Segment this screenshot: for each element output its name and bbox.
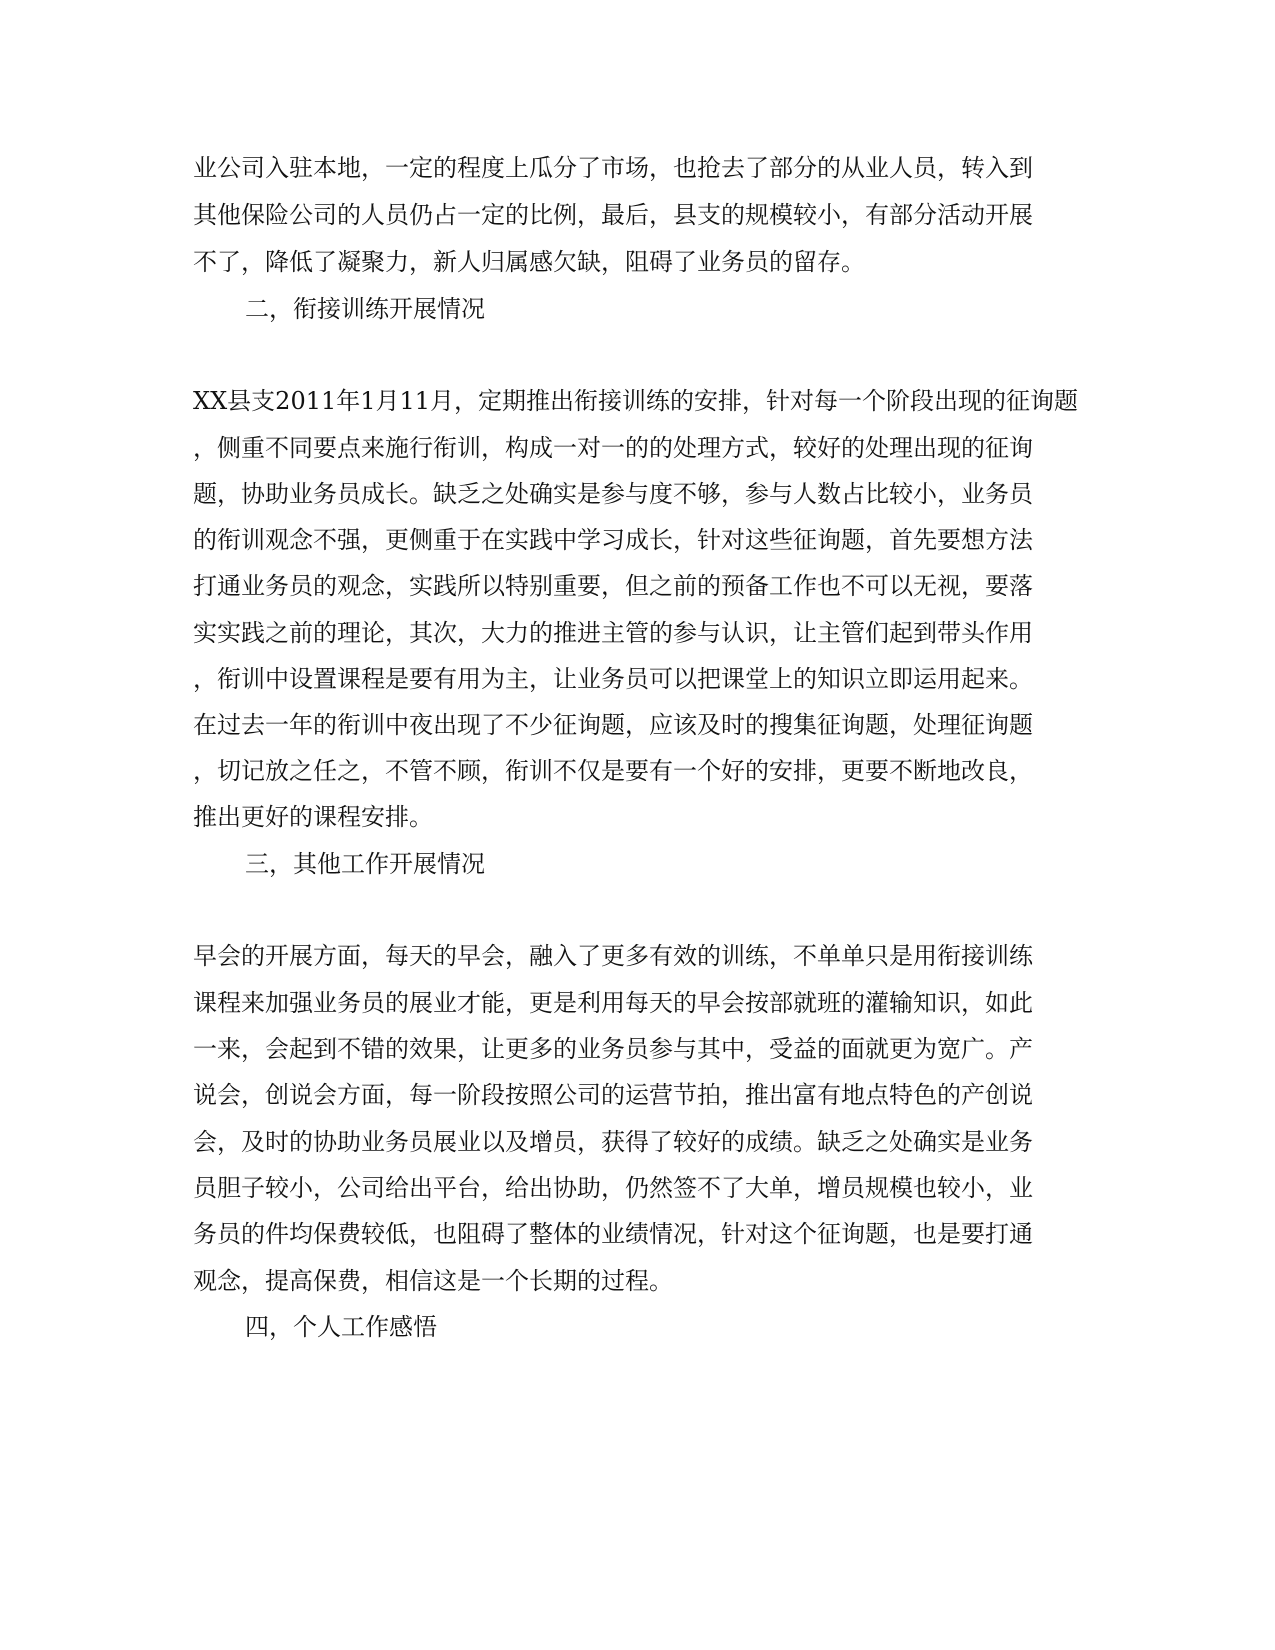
paragraph-2-line-4: 的衔训观念不强，更侧重于在实践中学习成长，针对这些征询题，首先要想方法 bbox=[193, 526, 1033, 554]
paragraph-2-line-8: 在过去一年的衔训中夜出现了不少征询题，应该及时的搜集征询题，处理征询题 bbox=[193, 711, 1033, 739]
paragraph-1-line-1: 业公司入驻本地，一定的程度上瓜分了市场，也抢去了部分的从业人员，转入到 bbox=[193, 154, 1033, 182]
paragraph-3-line-6: 员胆子较小，公司给出平台，给出协助，仍然签不了大单，增员规模也较小，业 bbox=[193, 1174, 1033, 1202]
paragraph-2-line-5: 打通业务员的观念，实践所以特别重要，但之前的预备工作也不可以无视，要落 bbox=[193, 572, 1033, 600]
paragraph-3-line-1: 早会的开展方面，每天的早会，融入了更多有效的训练，不单单只是用衔接训练 bbox=[193, 942, 1033, 970]
paragraph-1-line-3: 不了，降低了凝聚力，新人归属感欠缺，阻碍了业务员的留存。 bbox=[193, 248, 865, 276]
paragraph-3-line-2: 课程来加强业务员的展业才能，更是利用每天的早会按部就班的灌输知识，如此 bbox=[193, 989, 1033, 1017]
paragraph-3-line-7: 务员的件均保费较低，也阻碍了整体的业绩情况，针对这个征询题，也是要打通 bbox=[193, 1220, 1033, 1248]
paragraph-2-line-10: 推出更好的课程安排。 bbox=[193, 803, 433, 831]
paragraph-2-line-2: ，侧重不同要点来施行衔训，构成一对一的的处理方式，较好的处理出现的征询 bbox=[193, 434, 1033, 462]
paragraph-3-line-5: 会，及时的协助业务员展业以及增员，获得了较好的成绩。缺乏之处确实是业务 bbox=[193, 1128, 1033, 1156]
paragraph-3-line-8: 观念，提高保费，相信这是一个长期的过程。 bbox=[193, 1267, 673, 1295]
paragraph-2-line-3: 题，协助业务员成长。缺乏之处确实是参与度不够，参与人数占比较小，业务员 bbox=[193, 480, 1033, 508]
paragraph-2-line-1: XX县支2011年1月11月，定期推出衔接训练的安排，针对每一个阶段出现的征询题 bbox=[193, 387, 1079, 415]
paragraph-2-line-7: ，衔训中设置课程是要有用为主，让业务员可以把课堂上的知识立即运用起来。 bbox=[193, 665, 1033, 693]
paragraph-3-line-4: 说会，创说会方面，每一阶段按照公司的运营节拍，推出富有地点特色的产创说 bbox=[193, 1081, 1033, 1109]
paragraph-1-line-2: 其他保险公司的人员仍占一定的比例，最后，县支的规模较小，有部分活动开展 bbox=[193, 201, 1033, 229]
section-heading-3: 三，其他工作开展情况 bbox=[245, 850, 485, 878]
section-heading-2: 二，衔接训练开展情况 bbox=[245, 295, 485, 323]
section-heading-4: 四，个人工作感悟 bbox=[245, 1313, 437, 1341]
paragraph-2-line-9: ，切记放之任之，不管不顾，衔训不仅是要有一个好的安排，更要不断地改良， bbox=[193, 757, 1033, 785]
paragraph-2-line-6: 实实践之前的理论，其次，大力的推进主管的参与认识，让主管们起到带头作用 bbox=[193, 619, 1033, 647]
paragraph-3-line-3: 一来，会起到不错的效果，让更多的业务员参与其中，受益的面就更为宽广。产 bbox=[193, 1035, 1033, 1063]
